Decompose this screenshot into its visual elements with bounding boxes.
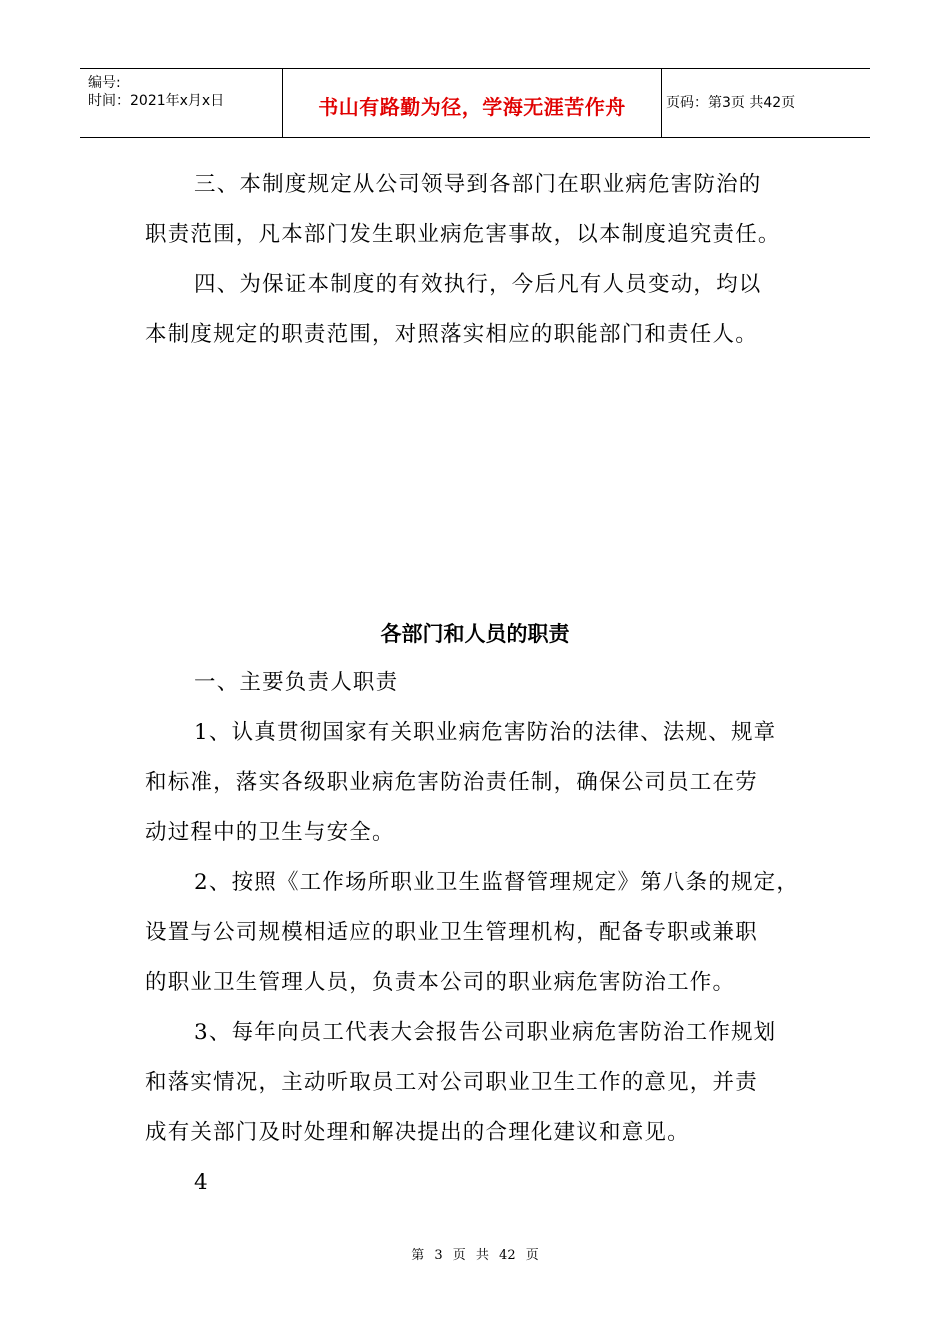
section-line: 3、每年向员工代表大会报告公司职业病危害防治工作规划 xyxy=(194,1020,777,1045)
paragraph-line: 三、本制度规定从公司领导到各部门在职业病危害防治的 xyxy=(194,172,762,197)
page-footer: 第 3 页 共 42 页 xyxy=(411,1248,539,1263)
header-page-cell xyxy=(662,69,870,137)
section-line: 和标准，落实各级职业病危害防治责任制，确保公司员工在劳 xyxy=(145,770,758,795)
section-line: 1、认真贯彻国家有关职业病危害防治的法律、法规、规章 xyxy=(194,720,777,745)
section-heading-line: 一、主要负责人职责 xyxy=(194,670,399,695)
section-line: 和落实情况，主动听取员工对公司职业卫生工作的意见，并责 xyxy=(145,1070,758,1095)
header-page-number: 页码：第3页 共42页 xyxy=(666,95,796,111)
paragraph-line: 四、为保证本制度的有效执行，今后凡有人员变动，均以 xyxy=(194,272,762,297)
header-motto-cell xyxy=(283,69,662,137)
section-line: 4 xyxy=(194,1170,209,1195)
section-line: 设置与公司规模相适应的职业卫生管理机构，配备专职或兼职 xyxy=(145,920,758,945)
paragraph-line: 职责范围，凡本部门发生职业病危害事故，以本制度追究责任。 xyxy=(145,222,781,247)
section-line: 成有关部门及时处理和解决提出的合理化建议和意见。 xyxy=(145,1120,690,1145)
section-line: 的职业卫生管理人员，负责本公司的职业病危害防治工作。 xyxy=(145,970,736,995)
header-motto: 书山有路勤为径，学海无涯苦作舟 xyxy=(318,95,626,119)
section-title: 各部门和人员的职责 xyxy=(380,622,570,646)
header-info-cell xyxy=(80,69,283,137)
section-line: 2、按照《工作场所职业卫生监督管理规定》第八条的规定， xyxy=(194,870,800,895)
document-number-label: 编号: xyxy=(88,75,121,91)
section-line: 动过程中的卫生与安全。 xyxy=(145,820,395,845)
paragraph-line: 本制度规定的职责范围，对照落实相应的职能部门和责任人。 xyxy=(145,322,758,347)
document-time-label: 时间：2021年x月x日 xyxy=(88,93,225,109)
page-header xyxy=(80,68,870,138)
